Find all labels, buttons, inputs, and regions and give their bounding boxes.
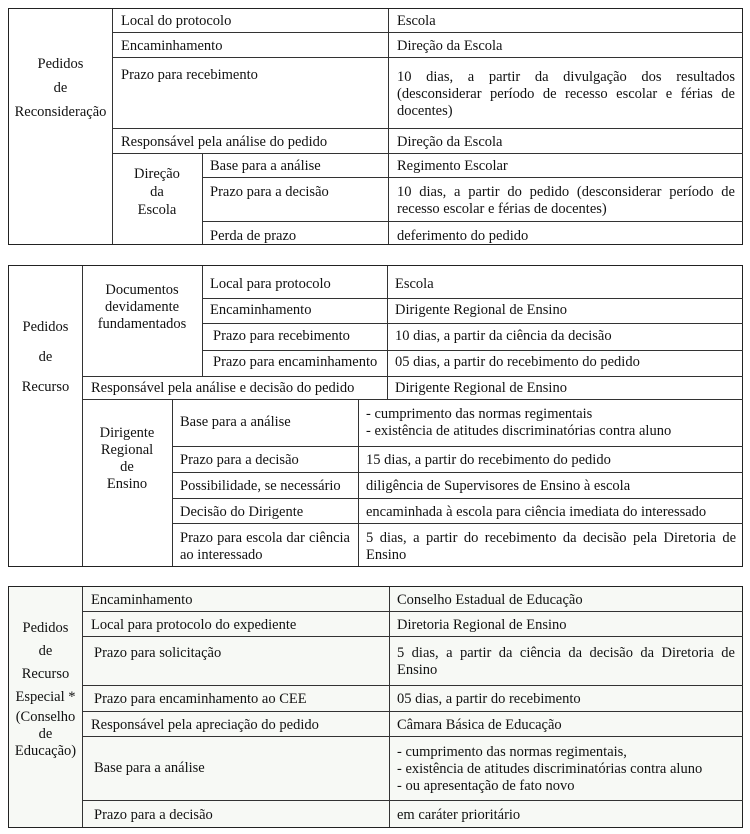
row-label: Base para a análise: [180, 414, 291, 430]
group-label-reconsideracao: Pedidos de Reconsideração: [14, 56, 107, 120]
table-recurso: [8, 265, 743, 567]
row-value: Dirigente Regional de Ensino: [395, 302, 567, 318]
row-value: Regimento Escolar: [397, 158, 508, 174]
subgroup-label-documentos: Documentos devidamente fundamentados: [97, 282, 187, 332]
row-value: 05 dias, a partir do recebimento: [397, 691, 581, 707]
row-value: 5 dias, a partir da ciência da decisão da Diretoria de Ensino: [397, 645, 735, 678]
row-label: Responsável pela análise e decisão do pedido: [91, 380, 355, 396]
row-label: Prazo para recebimento: [121, 67, 258, 83]
table-reconsideracao: [8, 8, 743, 245]
row-value: Diretoria Regional de Ensino: [397, 617, 567, 633]
row-label: Decisão do Dirigente: [180, 504, 304, 520]
row-value: Direção da Escola: [397, 38, 503, 54]
row-label: Encaminhamento: [121, 38, 223, 54]
row-value: Escola: [395, 276, 434, 292]
row-label: Prazo para encaminhamento: [213, 354, 378, 370]
row-label: Encaminhamento: [210, 302, 312, 318]
row-label: Prazo para a decisão: [180, 452, 299, 468]
row-value: encaminhada à escola para ciência imediata do interessado: [366, 504, 707, 520]
row-label: Local para protocolo: [210, 276, 331, 292]
row-value: 05 dias, a partir do recebimento do pedido: [395, 354, 640, 370]
row-value: Escola: [397, 13, 436, 29]
row-label: Base para a análise: [210, 158, 321, 174]
row-label: Responsável pela análise do pedido: [121, 134, 328, 150]
row-value: em caráter prioritário: [397, 807, 521, 823]
row-label: Prazo para solicitação: [94, 645, 222, 661]
row-value: deferimento do pedido: [397, 228, 529, 244]
row-label: Prazo para escola dar ciência ao interessado: [180, 530, 350, 563]
row-label: Prazo para encaminhamento ao CEE: [94, 691, 307, 707]
group-label-recurso: Pedidos de Recurso: [21, 319, 70, 395]
subgroup-label-direcao: Direção da Escola: [134, 166, 180, 218]
row-value: 10 dias, a partir do pedido (desconsiderar período de recesso escolar e férias de docentes): [397, 184, 735, 217]
group-label-recurso-especial: Pedidos de Recurso Especial * (Conselho de Educação): [14, 620, 77, 759]
row-label: Possibilidade, se necessário: [180, 478, 341, 494]
row-label: Responsável pela apreciação do pedido: [91, 717, 319, 733]
subgroup-label-dirigente: Dirigente Regional de Ensino: [99, 425, 155, 492]
row-value: 5 dias, a partir do recebimento da decisão pela Diretoria de Ensino: [366, 530, 736, 563]
row-value: Câmara Básica de Educação: [397, 717, 562, 733]
row-label: Local do protocolo: [121, 13, 232, 29]
row-value: Conselho Estadual de Educação: [397, 592, 583, 608]
row-value: 15 dias, a partir do recebimento do pedido: [366, 452, 611, 468]
row-label: Prazo para a decisão: [210, 184, 329, 200]
row-label: Prazo para recebimento: [213, 328, 350, 344]
row-label: Perda de prazo: [210, 228, 297, 244]
row-label: Prazo para a decisão: [94, 807, 213, 823]
row-label: Base para a análise: [94, 760, 205, 776]
table-recurso-especial: [8, 586, 743, 828]
row-label: Local para protocolo do expediente: [91, 617, 297, 633]
row-value: - cumprimento das normas regimentais - existência de atitudes discriminatórias contra aluno: [366, 406, 672, 439]
row-value: diligência de Supervisores de Ensino à escola: [366, 478, 631, 494]
row-value: 10 dias, a partir da divulgação dos resultados (desconsiderar período de recesso escolar e férias de docentes): [397, 69, 735, 119]
row-value: 10 dias, a partir da ciência da decisão: [395, 328, 612, 344]
row-value: Dirigente Regional de Ensino: [395, 380, 567, 396]
row-value: Direção da Escola: [397, 134, 503, 150]
row-label: Encaminhamento: [91, 592, 193, 608]
row-value: - cumprimento das normas regimentais, - existência de atitudes discriminatórias contra aluno - ou apresentação de fato novo: [397, 744, 703, 794]
